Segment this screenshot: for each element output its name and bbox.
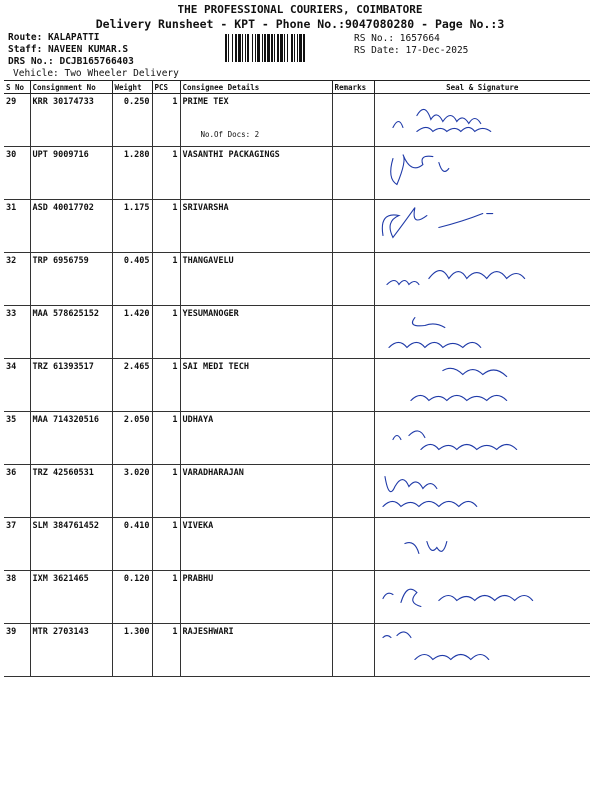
cell-signature: [374, 465, 590, 518]
cell-weight: 0.120: [112, 571, 152, 624]
handwritten-signature-icon: [375, 94, 591, 146]
col-consignment: Consignment No: [30, 81, 112, 94]
col-signature: Seal & Signature: [374, 81, 590, 94]
cell-sno: 34: [4, 359, 30, 412]
cell-signature: [374, 624, 590, 677]
table-row: [4, 147, 590, 200]
cell-consignee: VIVEKA: [180, 518, 332, 571]
cell-consignee: THANGAVELU: [180, 253, 332, 306]
cell-weight: 0.405: [112, 253, 152, 306]
table-row: [4, 253, 590, 306]
cell-pcs: 1: [152, 147, 180, 200]
handwritten-signature-icon: [375, 518, 591, 570]
cell-remarks: [332, 518, 374, 571]
cell-remarks: [332, 147, 374, 200]
cell-consignee: VASANTHI PACKAGINGS: [180, 147, 332, 200]
rs-date: RS Date: 17-Dec-2025: [354, 45, 469, 56]
cell-sno: 35: [4, 412, 30, 465]
cell-pcs: 1: [152, 200, 180, 253]
cell-signature: [374, 253, 590, 306]
cell-sno: 39: [4, 624, 30, 677]
cell-sno: 33: [4, 306, 30, 359]
cell-pcs: 1: [152, 306, 180, 359]
cell-consignee: YESUMANOGER: [180, 306, 332, 359]
cell-remarks: [332, 412, 374, 465]
cell-consignment-no: MTR 2703143: [30, 624, 112, 677]
cell-remarks: [332, 465, 374, 518]
cell-consignee: SAI MEDI TECH: [180, 359, 332, 412]
cell-sno: 32: [4, 253, 30, 306]
cell-weight: 0.410: [112, 518, 152, 571]
runsheet-subtitle: Delivery Runsheet - KPT - Phone No.:9047080280 - Page No.:3: [95, 17, 505, 31]
cell-consignment-no: TRP 6956759: [30, 253, 112, 306]
handwritten-signature-icon: [375, 147, 591, 199]
table-row: [4, 306, 590, 359]
table-row: [4, 94, 590, 147]
cell-sno: 37: [4, 518, 30, 571]
cell-sno: 30: [4, 147, 30, 200]
cell-signature: [374, 571, 590, 624]
cell-pcs: 1: [152, 624, 180, 677]
cell-sno: 29: [4, 94, 30, 147]
cell-weight: 1.175: [112, 200, 152, 253]
cell-remarks: [332, 624, 374, 677]
cell-sno: 38: [4, 571, 30, 624]
cell-consignment-no: IXM 3621465: [30, 571, 112, 624]
vehicle-label: Vehicle: Two Wheeler Delivery: [13, 68, 179, 79]
cell-signature: [374, 200, 590, 253]
cell-sno: 31: [4, 200, 30, 253]
cell-signature: [374, 518, 590, 571]
cell-pcs: 1: [152, 359, 180, 412]
barcode-icon: [224, 34, 350, 62]
cell-pcs: 1: [152, 465, 180, 518]
cell-remarks: [332, 359, 374, 412]
cell-remarks: [332, 94, 374, 147]
handwritten-signature-icon: [375, 624, 591, 676]
cell-remarks: [332, 200, 374, 253]
cell-consignment-no: ASD 40017702: [30, 200, 112, 253]
table-row: [4, 624, 590, 677]
route-label: Route: KALAPATTI: [8, 32, 100, 43]
cell-pcs: 1: [152, 518, 180, 571]
staff-label: Staff: NAVEEN KUMAR.S: [8, 44, 129, 55]
cell-weight: 2.465: [112, 359, 152, 412]
col-remarks: Remarks: [332, 81, 374, 94]
drs-label: DRS No.: DCJB165766403: [8, 56, 134, 67]
cell-sno: 36: [4, 465, 30, 518]
cell-consignee: VARADHARAJAN: [180, 465, 332, 518]
cell-weight: 3.020: [112, 465, 152, 518]
cell-consignee: PRABHU: [180, 571, 332, 624]
handwritten-signature-icon: [375, 306, 591, 358]
cell-pcs: 1: [152, 412, 180, 465]
cell-consignment-no: TRZ 42560531: [30, 465, 112, 518]
cell-consignment-no: UPT 9009716: [30, 147, 112, 200]
table-row: [4, 359, 590, 412]
cell-weight: 2.050: [112, 412, 152, 465]
cell-signature: [374, 147, 590, 200]
cell-signature: [374, 412, 590, 465]
cell-pcs: 1: [152, 253, 180, 306]
handwritten-signature-icon: [375, 465, 591, 517]
col-sno: S No: [4, 81, 30, 94]
cell-signature: [374, 306, 590, 359]
cell-remarks: [332, 253, 374, 306]
cell-weight: 0.250: [112, 94, 152, 147]
table-row: [4, 571, 590, 624]
cell-consignment-no: KRR 30174733: [30, 94, 112, 147]
cell-weight: 1.280: [112, 147, 152, 200]
table-row: [4, 465, 590, 518]
cell-weight: 1.420: [112, 306, 152, 359]
cell-consignee: PRIME TEX No.Of Docs: 2: [180, 94, 332, 147]
cell-remarks: [332, 571, 374, 624]
cell-signature: [374, 94, 590, 147]
handwritten-signature-icon: [375, 571, 591, 623]
cell-consignee: SRIVARSHA: [180, 200, 332, 253]
table-header-row: [4, 81, 590, 94]
cell-consignment-no: SLM 384761452: [30, 518, 112, 571]
col-consignee: Consignee Details: [180, 81, 332, 94]
cell-consignment-no: TRZ 61393517: [30, 359, 112, 412]
cell-signature: [374, 359, 590, 412]
handwritten-signature-icon: [375, 359, 591, 411]
cell-consignment-no: MAA 714320516: [30, 412, 112, 465]
cell-consignee: UDHAYA: [180, 412, 332, 465]
cell-pcs: 1: [152, 571, 180, 624]
docs-count: No.Of Docs: 2: [200, 130, 260, 139]
cell-consignment-no: MAA 578625152: [30, 306, 112, 359]
cell-consignee: RAJESHWARI: [180, 624, 332, 677]
handwritten-signature-icon: [375, 412, 591, 464]
company-title: THE PROFESSIONAL COURIERS, COIMBATORE: [177, 3, 423, 16]
handwritten-signature-icon: [375, 253, 591, 305]
table-row: [4, 518, 590, 571]
cell-remarks: [332, 306, 374, 359]
cell-pcs: 1: [152, 94, 180, 147]
col-weight: Weight: [112, 81, 152, 94]
runsheet-table: [4, 80, 590, 677]
table-row: [4, 412, 590, 465]
rs-number: RS No.: 1657664: [354, 33, 440, 44]
table-row: [4, 200, 590, 253]
col-pcs: PCS: [152, 81, 180, 94]
cell-weight: 1.300: [112, 624, 152, 677]
handwritten-signature-icon: [375, 200, 591, 252]
